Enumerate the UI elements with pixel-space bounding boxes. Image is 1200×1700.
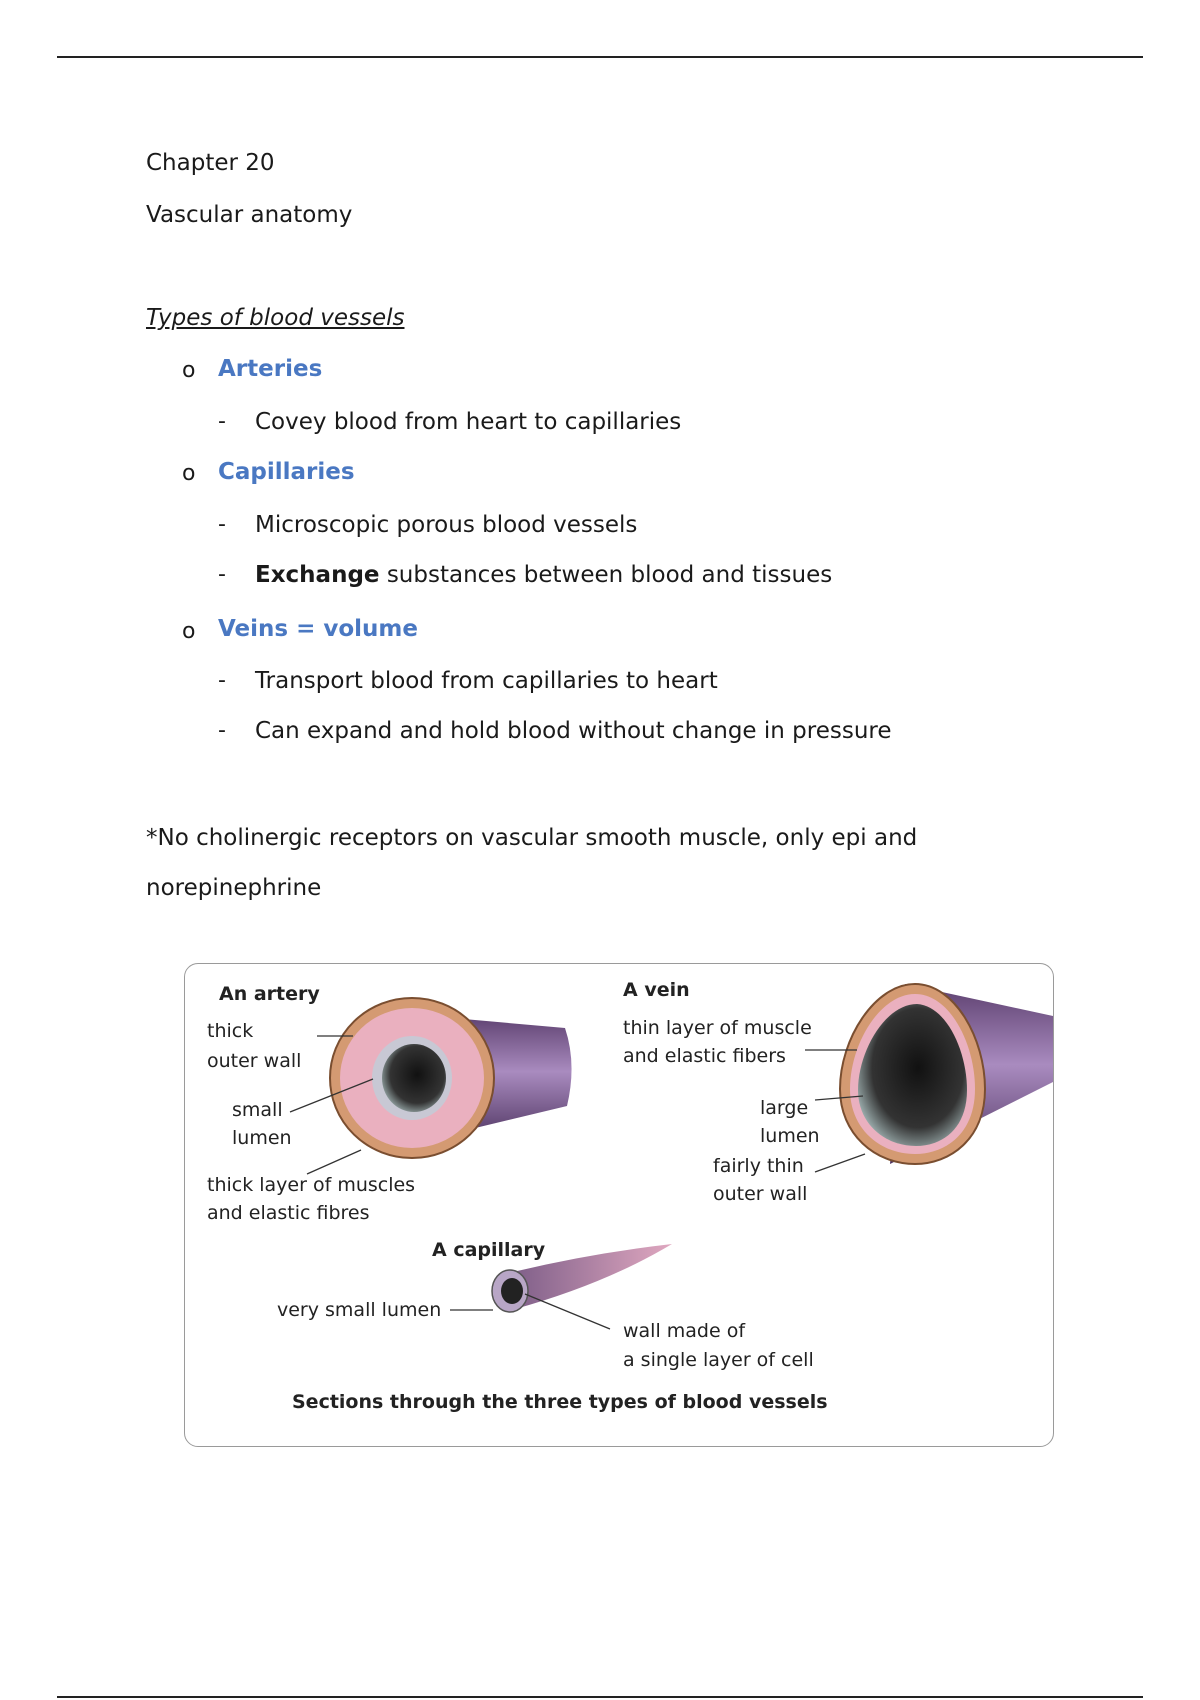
note-line-1: *No cholinergic receptors on vascular smooth muscle, only epi and (146, 825, 918, 851)
artery-muscle-label: and elastic fibres (207, 1202, 370, 1224)
vein-title: A vein (623, 979, 690, 1001)
blood-vessel-figure (184, 963, 1054, 1447)
capillary-title: A capillary (432, 1239, 546, 1261)
dash-bullet: - (218, 718, 226, 743)
artery-outer-wall-label: thick (207, 1020, 254, 1042)
artery-muscle-label: thick layer of muscles (207, 1174, 416, 1196)
chapter-label: Chapter 20 (146, 150, 275, 176)
list-item: Transport blood from capillaries to heart (255, 668, 718, 694)
vein-muscle-label: and elastic fibers (623, 1045, 786, 1067)
list-item-rest: substances between blood and tissues (379, 562, 833, 588)
blood-vessel-diagram (185, 964, 1053, 1446)
bold-term: Exchange (255, 562, 380, 588)
page-subtitle: Vascular anatomy (146, 202, 353, 228)
list-item (255, 562, 832, 588)
list-item: Covey blood from heart to capillaries (255, 409, 682, 435)
type-arteries: Arteries (218, 356, 323, 382)
capillary-lumen-label: very small lumen (277, 1299, 442, 1321)
top-rule (57, 56, 1143, 58)
vein-illustration (840, 984, 1053, 1164)
capillary-wall-label: wall made of (623, 1320, 746, 1342)
bottom-rule (57, 1696, 1143, 1698)
vein-wall-label: fairly thin (713, 1155, 804, 1177)
capillary-wall-label: a single layer of cell (623, 1349, 814, 1371)
vein-muscle-label: thin layer of muscle (623, 1017, 812, 1039)
artery-lumen (382, 1044, 446, 1112)
dash-bullet: - (218, 668, 226, 693)
list-item: Microscopic porous blood vessels (255, 512, 638, 538)
list-item: Can expand and hold blood without change in pressure (255, 718, 892, 744)
artery-lumen-label: small (232, 1099, 283, 1121)
artery-lumen-label: lumen (232, 1127, 292, 1149)
dash-bullet: - (218, 562, 226, 587)
note-line-2: norepinephrine (146, 875, 322, 901)
list-bullet-circle: o (182, 461, 196, 486)
artery-outer-wall-label: outer wall (207, 1050, 302, 1072)
section-heading: Types of blood vessels (146, 305, 405, 331)
figure-caption: Sections through the three types of blood vessels (292, 1391, 828, 1413)
dash-bullet: - (218, 512, 226, 537)
dash-bullet: - (218, 409, 226, 434)
vein-wall-label: outer wall (713, 1183, 808, 1205)
list-bullet-circle: o (182, 358, 196, 383)
artery-title: An artery (219, 983, 320, 1005)
type-veins: Veins = volume (218, 616, 418, 642)
artery-illustration (330, 998, 572, 1158)
vein-lumen-label: large (760, 1097, 809, 1119)
list-bullet-circle: o (182, 619, 196, 644)
capillary-lumen (501, 1278, 523, 1304)
vein-lumen-label: lumen (760, 1125, 820, 1147)
type-capillaries: Capillaries (218, 459, 355, 485)
